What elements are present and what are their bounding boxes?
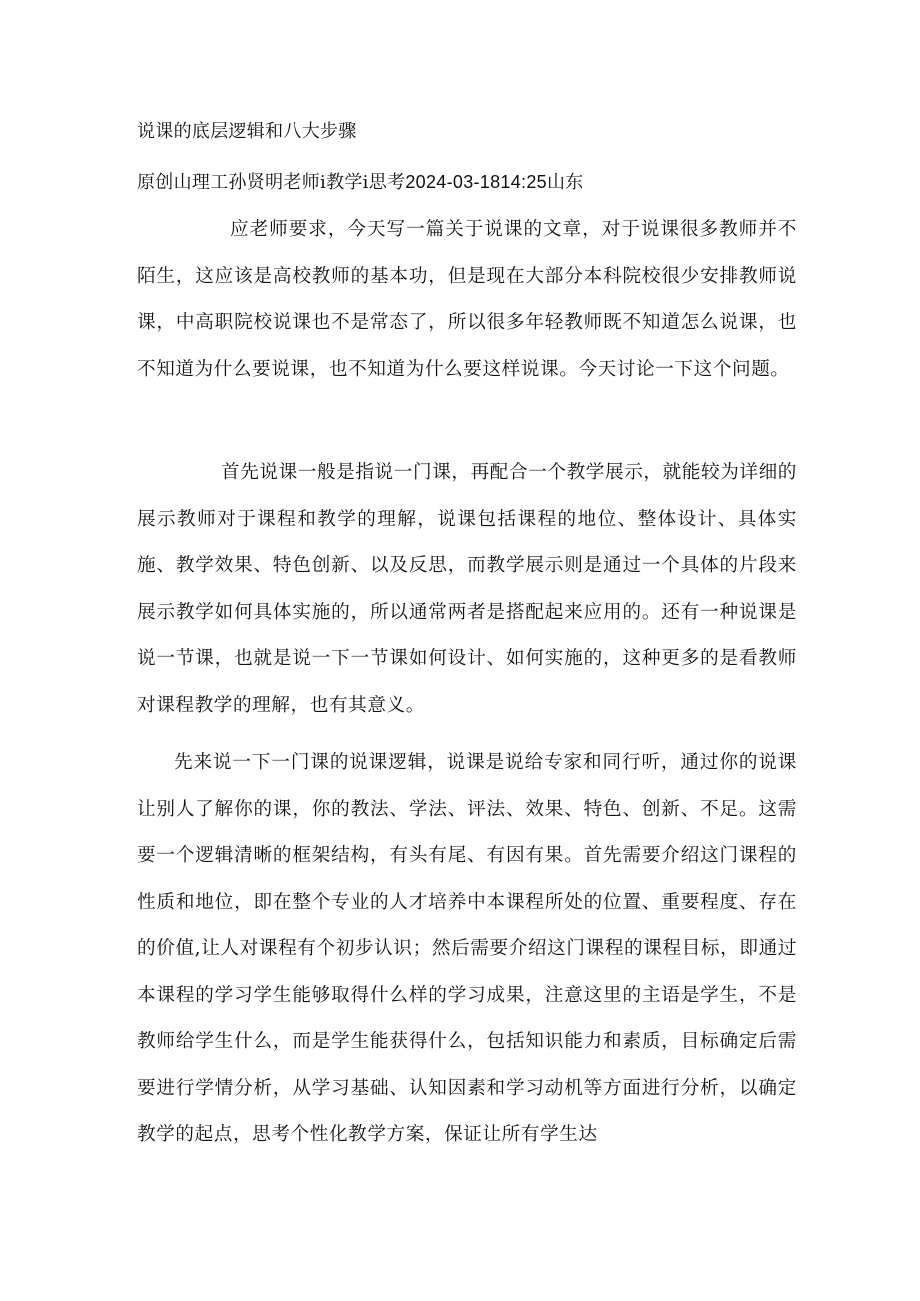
separator: i — [320, 172, 327, 193]
body-paragraph: 先来说一下一门课的说课逻辑，说课是说给专家和同行听，通过你的说课让别人了解你的课，你的教法、学法、评法、效果、特色、创新、不足。这需要一个逻辑清晰的框架结构，有头有尾、有因有果。首先需要介绍这门课程的性质和地位，即在整个专业的人才培养中本课程所处的位置、重要程度、存在的价值,让人对课程有个初步认识；然后需要介绍这门课程的课程目标，即通过本课程的学习学生能够取得什么样的学习成果，注意这里的主语是学生，不是教师给学生什么，而是学生能获得什么，包括知识能力和素质，目标确定后需要进行学情分析，从学习基础、认知因素和学习动机等方面进行分析，以确定教学的起点，思考个性化教学方案，保证让所有学生达 — [137, 752, 797, 1145]
document-title: 说课的底层逻辑和八大步骤 — [137, 121, 357, 142]
body-paragraph: 应老师要求，今天写一篇关于说课的文章，对于说课很多教师并不陌生，这应该是高校教师的基本功，但是现在大部分本科院校很少安排教师说课，中高职院校说课也不是常态了，所以很多年轻教师既不知道怎么说课，也不知道为什么要说课，也不知道为什么要这样说课。今天讨论一下这个问题。 — [137, 219, 797, 380]
separator: i — [362, 172, 369, 193]
publish-datetime: 2024-03-1814:25 — [405, 172, 547, 192]
author-label: 原创山理工孙贤明老师 — [137, 172, 320, 193]
category-thinking: 思考 — [368, 172, 406, 193]
body-paragraph: 首先说课一般是指说一门课，再配合一个教学展示，就能较为详细的展示教师对于课程和教学的理解，说课包括课程的地位、整体设计、具体实施、教学效果、特色创新、以及反思，而教学展示则是通过一个具体的片段来展示教学如何具体实施的，所以通常两者是搭配起来应用的。还有一种说课是说一节课，也就是说一下一节课如何设计、如何实施的，这种更多的是看教师对课程教学的理解，也有其意义。 — [137, 462, 797, 716]
article-meta — [137, 168, 584, 197]
category-teaching: 教学 — [326, 172, 363, 193]
publish-location: 山东 — [546, 172, 584, 193]
